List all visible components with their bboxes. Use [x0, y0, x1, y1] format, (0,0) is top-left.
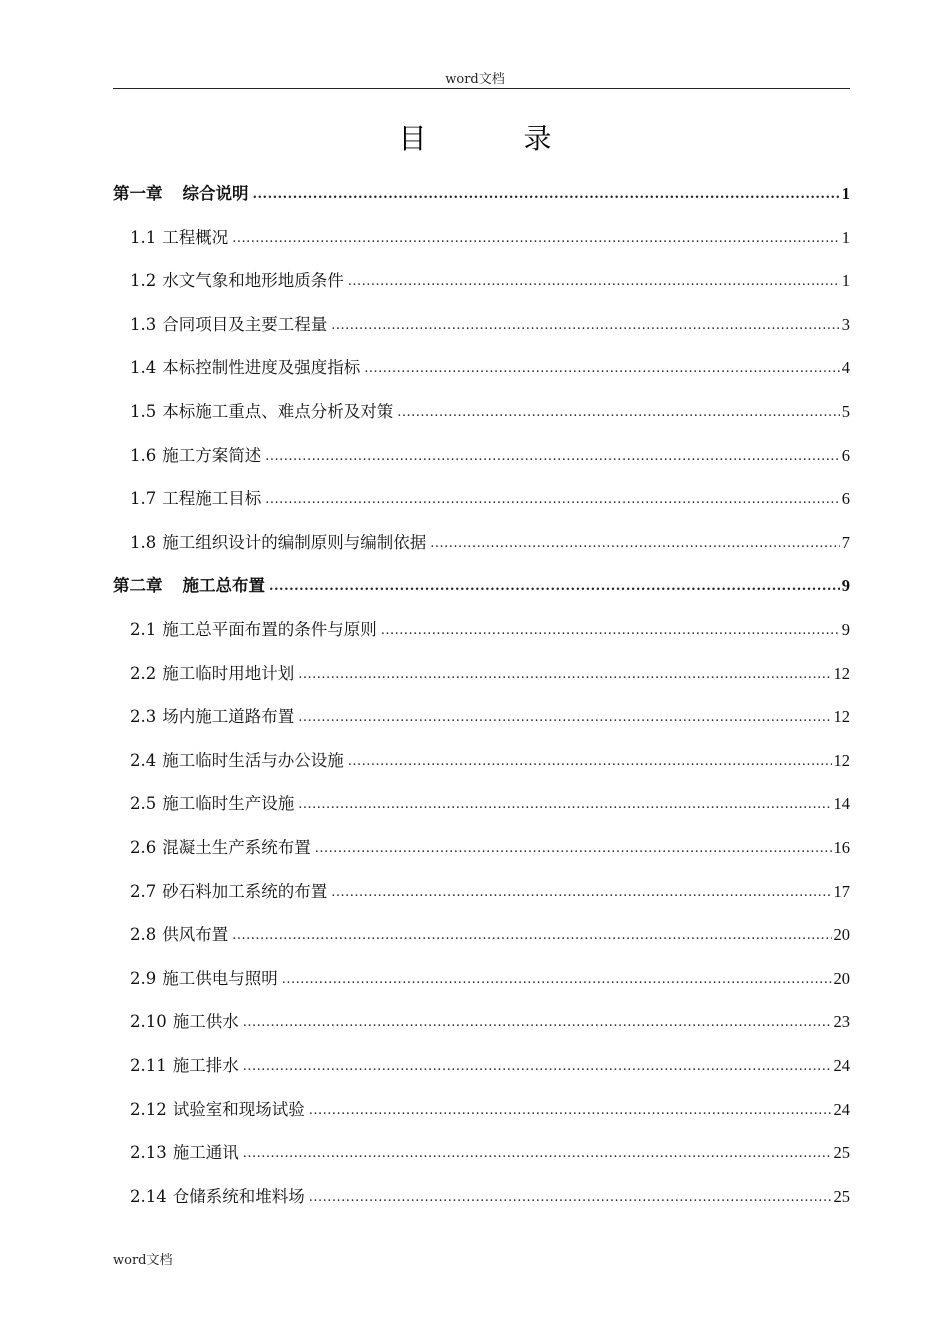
toc-section-entry[interactable] [130, 398, 850, 422]
toc-entry-number: 2.7 [130, 881, 157, 901]
toc-section-entry[interactable] [130, 616, 850, 640]
toc-section-entry[interactable] [130, 965, 850, 989]
toc-entry-number: 2.8 [130, 925, 157, 945]
toc-section-entry[interactable] [130, 354, 850, 378]
toc-section-entry[interactable] [130, 660, 850, 684]
toc-entry-title: 施工排水 [172, 1056, 239, 1075]
toc-entry-title: 砂石料加工系统的布置 [162, 881, 328, 901]
toc-dot-leader [348, 749, 832, 766]
toc-dot-leader [397, 401, 840, 418]
toc-entry-label [130, 485, 263, 509]
toc-chapter-entry[interactable] [113, 180, 850, 204]
toc-entry-title: 施工临时生活与办公设施 [162, 750, 344, 770]
toc-entry-number: 2.12 [130, 1099, 167, 1119]
toc-dot-leader [298, 662, 831, 679]
toc-entry-label [130, 616, 379, 640]
toc-section-entry[interactable] [130, 1052, 850, 1076]
toc-page-number: 14 [833, 794, 850, 814]
toc-section-entry[interactable] [130, 878, 850, 902]
toc-entry-title: 施工临时用地计划 [162, 663, 295, 683]
toc-entry-number: 1.6 [130, 445, 157, 465]
toc-page-number: 5 [841, 402, 850, 421]
toc-entry-label [113, 572, 267, 596]
toc-dot-leader [243, 1011, 832, 1028]
toc-entry-label [113, 180, 251, 204]
toc-page-number: 9 [841, 576, 850, 596]
toc-entry-number: 2.3 [130, 707, 157, 727]
toc-section-entry[interactable] [130, 224, 850, 248]
toc-section-entry[interactable] [130, 747, 850, 771]
toc-page-number: 1 [841, 184, 850, 203]
toc-dot-leader [232, 226, 840, 243]
toc-section-entry[interactable] [130, 921, 850, 945]
toc-dot-leader [265, 444, 840, 461]
toc-entry-number: 2.9 [130, 968, 157, 988]
toc-entry-label [130, 965, 280, 989]
toc-entry-label [130, 1139, 241, 1163]
toc-entry-number: 2.4 [130, 750, 157, 770]
toc-section-entry[interactable] [130, 1096, 850, 1120]
toc-entry-label [130, 442, 263, 466]
toc-entry-number: 1.4 [130, 358, 157, 378]
toc-entry-title: 施工组织设计的编制原则与编制依据 [162, 532, 427, 552]
toc-section-entry[interactable] [130, 1183, 850, 1207]
toc-dot-leader [243, 1055, 832, 1072]
toc-section-entry[interactable] [130, 267, 850, 291]
toc-entry-title: 本标施工重点、难点分析及对策 [162, 402, 394, 421]
toc-entry-number: 1.1 [130, 227, 157, 247]
toc-dot-leader [265, 488, 840, 505]
toc-dot-leader [364, 357, 840, 374]
toc-entry-number: 2.13 [130, 1143, 167, 1163]
toc-dot-leader [269, 575, 840, 592]
toc-page-number: 7 [841, 532, 850, 552]
toc-page-number: 1 [841, 271, 850, 291]
toc-entry-number: 1.8 [130, 532, 157, 552]
toc-entry-label [130, 354, 362, 378]
toc-dot-leader [253, 183, 840, 200]
toc-dot-leader [315, 837, 832, 854]
toc-page-number: 23 [833, 1012, 850, 1032]
toc-entry-title: 合同项目及主要工程量 [162, 314, 328, 334]
toc-entry-label [130, 224, 230, 248]
toc-page-number: 25 [833, 1186, 850, 1206]
toc-entry-title: 施工总平面布置的条件与原则 [162, 620, 377, 639]
toc-section-entry[interactable] [130, 1139, 850, 1163]
toc-entry-title: 本标控制性进度及强度指标 [162, 358, 361, 378]
toc-dot-leader [331, 880, 831, 897]
toc-entry-title: 施工供电与照明 [162, 968, 278, 988]
toc-page-number: 20 [833, 925, 850, 945]
toc-entry-label [130, 398, 395, 422]
toc-dot-leader [381, 619, 840, 636]
toc-entry-title: 施工临时生产设施 [162, 794, 295, 814]
toc-section-entry[interactable] [130, 311, 850, 335]
page-footer: word文档 [113, 1253, 173, 1268]
toc-section-entry[interactable] [130, 1008, 850, 1032]
toc-entry-title: 混凝土生产系统布置 [162, 838, 311, 857]
toc-entry-label [130, 660, 296, 684]
toc-page-number: 24 [833, 1099, 850, 1119]
toc-entry-number: 2.10 [130, 1012, 167, 1032]
toc-dot-leader [309, 1185, 832, 1202]
toc-entry-label [130, 311, 329, 335]
toc-dot-leader [243, 1142, 832, 1159]
toc-entry-number: 1.7 [130, 489, 157, 509]
toc-dot-leader [298, 706, 831, 723]
toc-section-entry[interactable] [130, 790, 850, 814]
toc-entry-title: 施工总布置 [182, 576, 265, 596]
toc-section-entry[interactable] [130, 442, 850, 466]
toc-entry-label [130, 834, 313, 858]
toc-page-number: 16 [833, 838, 850, 857]
toc-entry-title: 施工通讯 [172, 1143, 239, 1163]
toc-entry-number: 1.2 [130, 271, 157, 291]
toc-dot-leader [309, 1098, 832, 1115]
toc-page-number: 12 [833, 663, 850, 683]
toc-entry-label [130, 878, 329, 902]
toc-entry-number: 1.3 [130, 314, 157, 334]
toc-entry-label [130, 1052, 241, 1076]
toc-entry-label [130, 1008, 241, 1032]
toc-entry-title: 施工供水 [172, 1012, 239, 1032]
toc-page-number: 1 [841, 227, 850, 247]
toc-entry-title: 施工方案简述 [162, 445, 262, 465]
toc-entry-label [130, 921, 230, 945]
toc-dot-leader [430, 531, 840, 548]
toc-section-entry[interactable] [130, 529, 850, 553]
toc-page-number: 12 [833, 750, 850, 770]
toc-entry-title: 试验室和现场试验 [172, 1099, 305, 1119]
toc-entry-title: 水文气象和地形地质条件 [162, 271, 344, 291]
toc-entry-number: 第二章 [113, 576, 163, 596]
toc-dot-leader [282, 967, 832, 984]
toc-entry-number: 2.2 [130, 663, 157, 683]
toc-page-number: 17 [833, 881, 850, 901]
toc-page-number: 25 [833, 1143, 850, 1163]
toc-dot-leader [232, 924, 831, 941]
toc-page-number: 24 [833, 1056, 850, 1075]
toc-entry-number: 2.11 [130, 1056, 167, 1075]
toc-entry-label [130, 529, 428, 553]
toc-entry-label [130, 267, 346, 291]
toc-page-number: 3 [841, 314, 850, 334]
toc-section-entry[interactable] [130, 834, 850, 858]
toc-page-number: 12 [833, 707, 850, 727]
toc-page-number: 6 [841, 445, 850, 465]
toc-section-entry[interactable] [130, 485, 850, 509]
toc-entry-number: 2.14 [130, 1186, 167, 1206]
page-title: 目 录 [398, 122, 596, 155]
toc-entry-number: 1.5 [130, 402, 157, 421]
toc-dot-leader [331, 313, 840, 330]
toc-dot-leader [298, 793, 831, 810]
toc-section-entry[interactable] [130, 703, 850, 727]
toc-entry-number: 第一章 [113, 184, 163, 203]
toc-entry-title: 工程概况 [162, 227, 229, 247]
toc-entry-label [130, 703, 296, 727]
toc-chapter-entry[interactable] [113, 572, 850, 596]
toc-entry-title: 仓储系统和堆料场 [172, 1186, 305, 1206]
toc-entry-label [130, 790, 296, 814]
page-header: word文档 [445, 72, 505, 87]
header-divider [113, 88, 850, 89]
toc-entry-number: 2.5 [130, 794, 157, 814]
toc-entry-title: 工程施工目标 [162, 489, 262, 509]
toc-entry-label [130, 1183, 307, 1207]
toc-entry-number: 2.6 [130, 838, 157, 857]
toc-entry-label [130, 747, 346, 771]
toc-entry-title: 供风布置 [162, 925, 229, 945]
toc-page-number: 6 [841, 489, 850, 509]
toc-entry-title: 场内施工道路布置 [162, 707, 295, 727]
toc-page-number: 20 [833, 968, 850, 988]
toc-entry-number: 2.1 [130, 620, 157, 639]
toc-entry-label [130, 1096, 307, 1120]
toc-page-number: 9 [841, 620, 850, 639]
toc-entry-title: 综合说明 [182, 184, 249, 203]
toc-page-number: 4 [841, 358, 850, 378]
toc-dot-leader [348, 270, 840, 287]
